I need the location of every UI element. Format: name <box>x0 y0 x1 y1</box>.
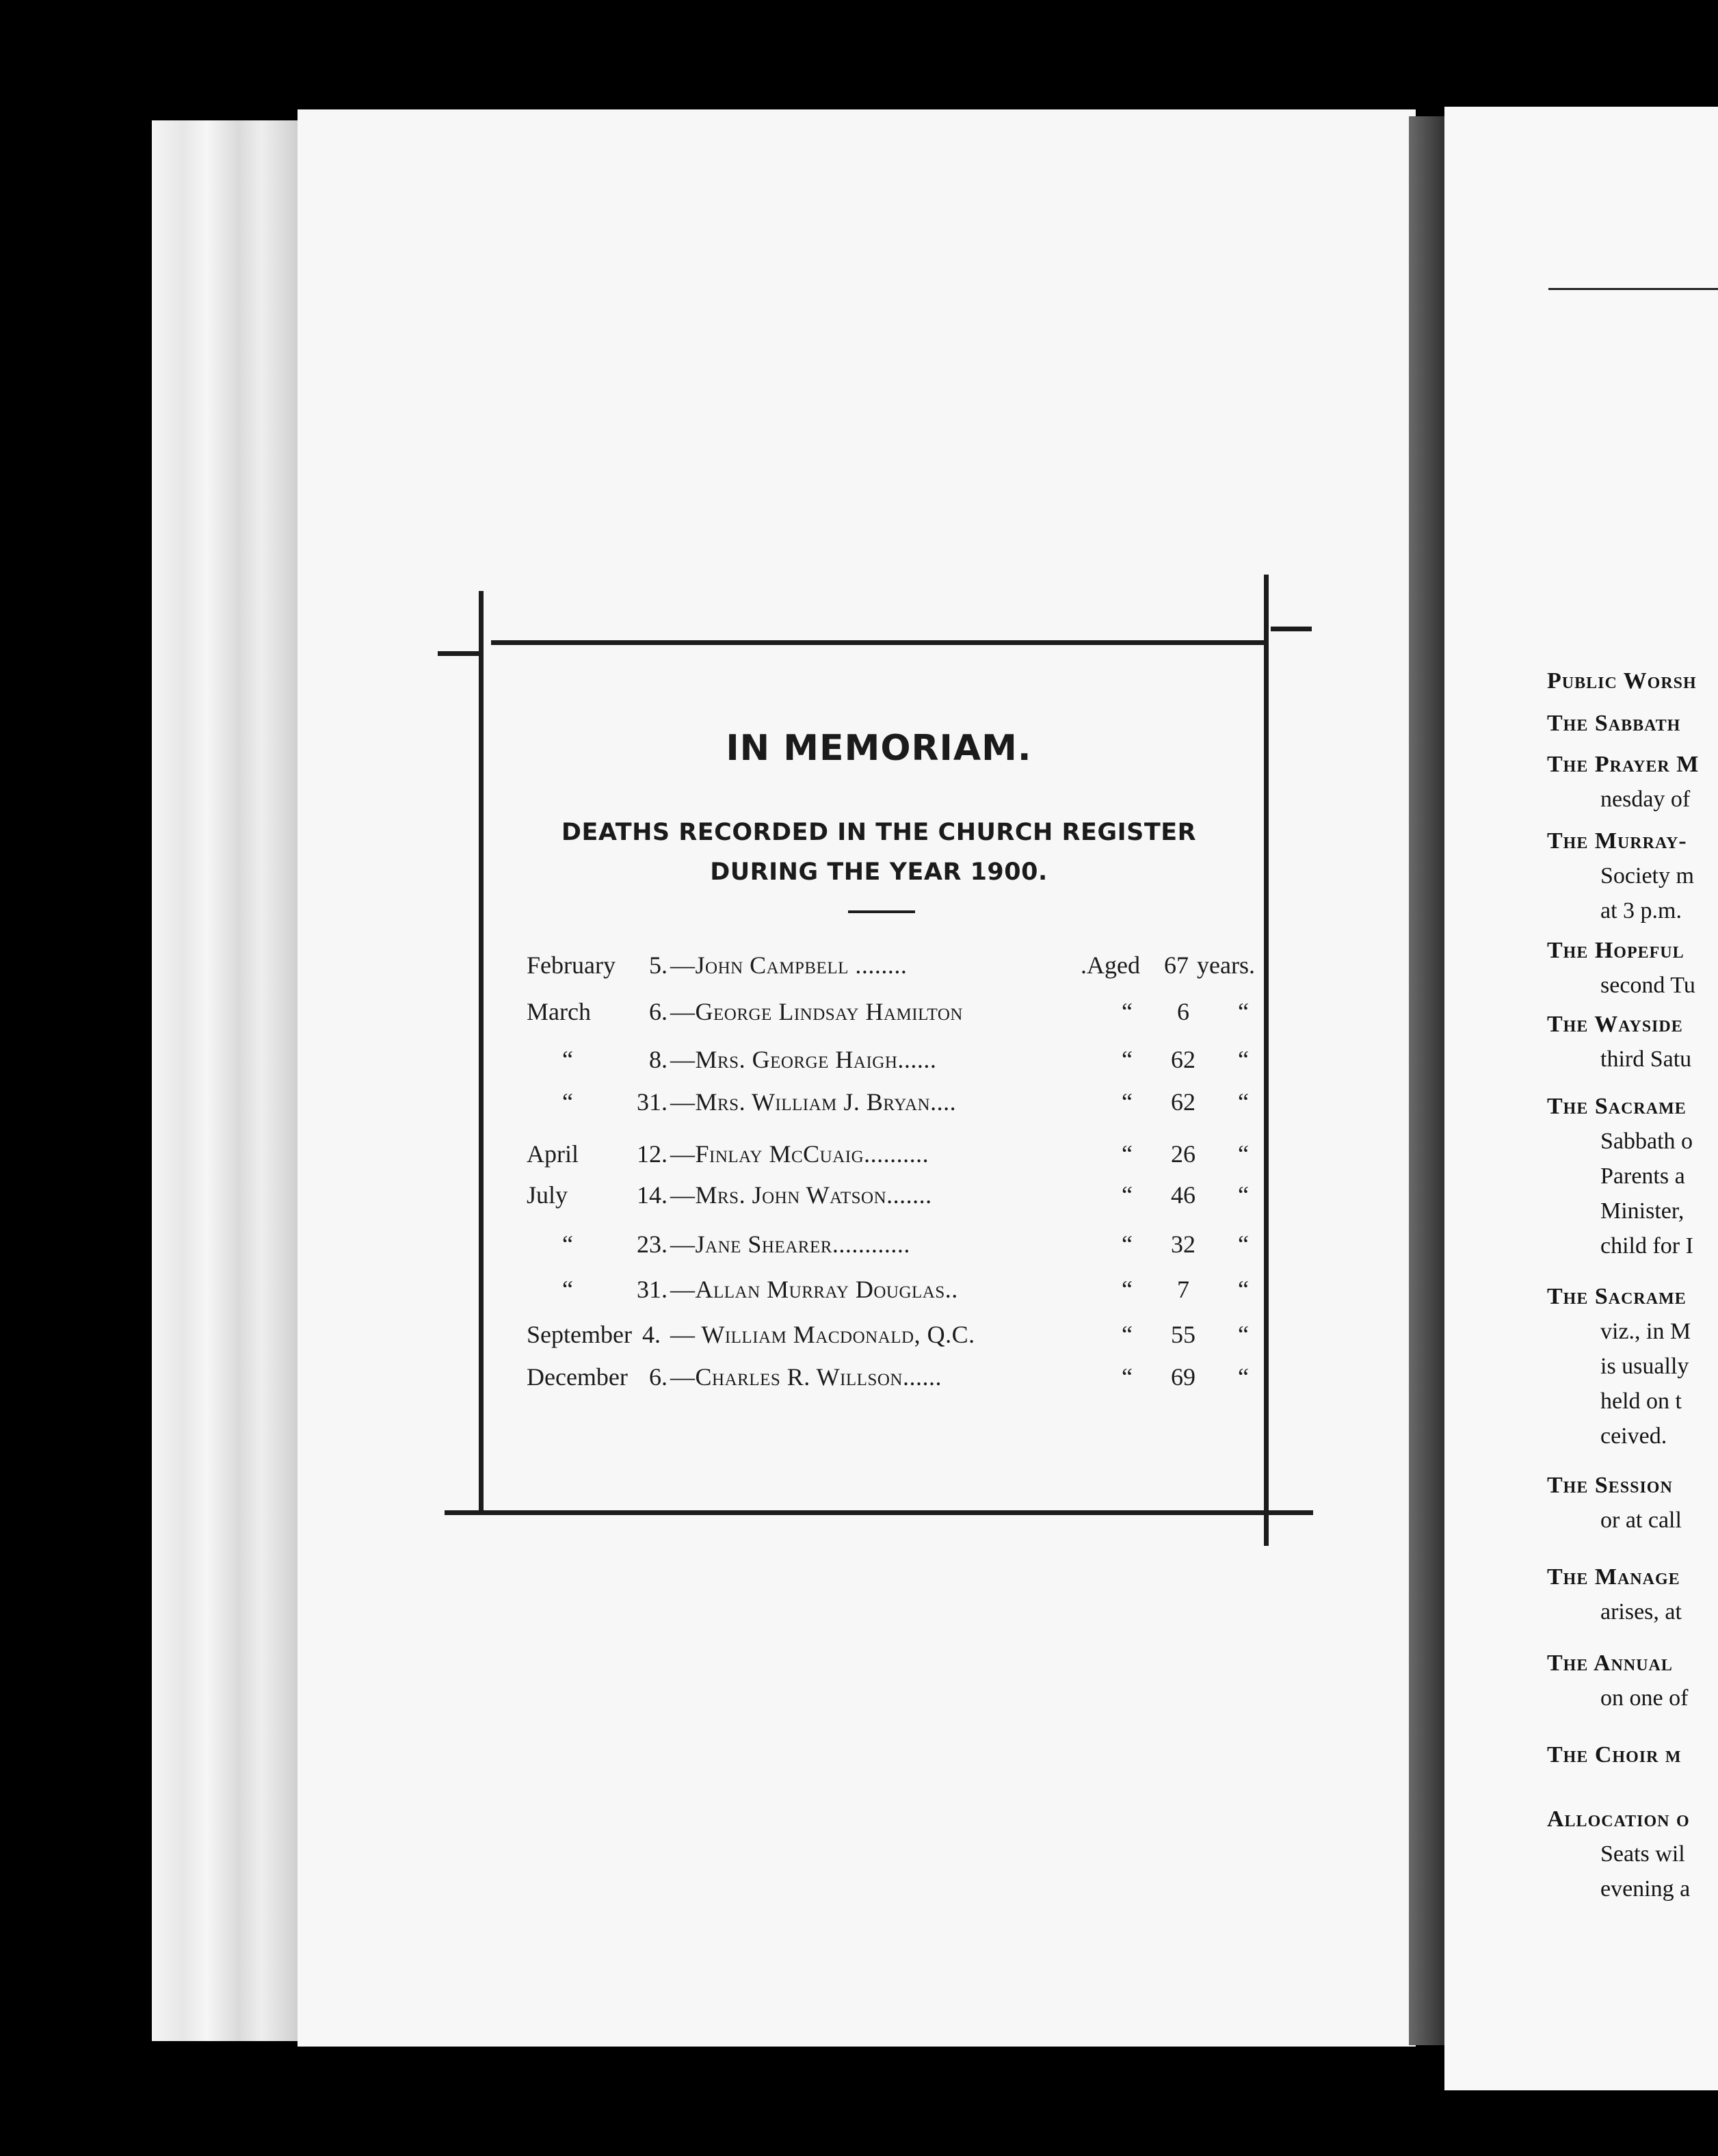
death-years-label: “ <box>1238 1276 1249 1303</box>
title-dash <box>848 910 915 913</box>
frame-right-rule <box>1264 575 1269 1546</box>
death-aged-label: .Aged <box>1081 951 1140 979</box>
death-entry <box>527 1230 1249 1271</box>
right-page-item <box>1547 706 1680 741</box>
death-years-label: “ <box>1238 1046 1249 1073</box>
item-heading: Allocation o <box>1547 1806 1690 1832</box>
death-name: —John Campbell ........ <box>670 951 908 979</box>
item-line: Sabbath o <box>1600 1129 1693 1154</box>
death-day: 31. <box>637 1276 668 1303</box>
death-day: 12. <box>637 1140 668 1168</box>
frame-top-right-stub <box>1271 627 1312 631</box>
death-age: 26 <box>1171 1140 1195 1168</box>
item-heading: The Prayer M <box>1547 752 1700 777</box>
death-name: —George Lindsay Hamilton <box>670 998 963 1025</box>
death-entry <box>527 1320 1249 1361</box>
item-line: ceived. <box>1600 1423 1667 1449</box>
death-month: March <box>527 998 591 1025</box>
death-age: 32 <box>1171 1231 1195 1258</box>
death-month: April <box>527 1140 579 1168</box>
death-entry <box>527 1181 1249 1222</box>
item-line: Seats wil <box>1600 1841 1685 1867</box>
right-page-item <box>1547 1646 1688 1715</box>
item-heading: The Murray- <box>1547 828 1687 854</box>
death-age: 55 <box>1171 1321 1195 1348</box>
item-heading: The Sacrame <box>1547 1284 1687 1309</box>
death-day: 31. <box>637 1088 668 1116</box>
item-line: held on t <box>1600 1389 1682 1414</box>
right-page-item <box>1547 1007 1691 1077</box>
right-page-text <box>1444 107 1718 2090</box>
item-line: at 3 p.m. <box>1600 898 1682 923</box>
death-aged-label: “ <box>1122 1088 1133 1116</box>
item-heading: The Hopeful <box>1547 938 1684 963</box>
death-age: 62 <box>1171 1046 1195 1073</box>
death-aged-label: “ <box>1122 1046 1133 1073</box>
death-years-label: “ <box>1238 1363 1249 1391</box>
death-age: 6 <box>1177 998 1189 1025</box>
death-aged-label: “ <box>1122 1321 1133 1348</box>
death-entry <box>527 1363 1249 1404</box>
death-day: 4. <box>642 1321 661 1348</box>
right-page-item <box>1547 824 1694 928</box>
memorial-title: IN MEMORIAM. <box>726 728 1032 769</box>
right-page-item <box>1547 1279 1691 1454</box>
death-age: 67 <box>1164 951 1189 979</box>
item-heading: Public Worsh <box>1547 668 1697 694</box>
death-aged-label: “ <box>1122 1231 1133 1258</box>
item-heading: The Manage <box>1547 1564 1680 1590</box>
item-heading: The Session <box>1547 1473 1673 1498</box>
death-aged-label: “ <box>1122 1276 1133 1303</box>
right-page-item <box>1547 933 1695 1003</box>
death-day: 8. <box>649 1046 668 1073</box>
memorial-subtitle <box>486 813 1272 892</box>
death-aged-label: “ <box>1122 998 1133 1025</box>
right-page-item <box>1547 1560 1682 1629</box>
frame-top-left-stub <box>438 651 479 656</box>
death-years-label: “ <box>1238 1140 1249 1168</box>
item-line: or at call <box>1600 1508 1682 1533</box>
death-entry <box>527 997 1249 1038</box>
death-name: —Mrs. George Haigh...... <box>670 1046 937 1073</box>
right-page-item <box>1547 1468 1682 1538</box>
item-line: Parents a <box>1600 1164 1685 1189</box>
subtitle-line-2: DURING THE YEAR 1900. <box>710 858 1048 886</box>
death-month: “ <box>562 1088 573 1116</box>
death-entry <box>527 951 1255 992</box>
item-line: evening a <box>1600 1876 1691 1902</box>
death-day: 14. <box>637 1181 668 1209</box>
death-age: 7 <box>1177 1276 1189 1303</box>
frame-bottom-rule <box>445 1510 1313 1515</box>
death-entry <box>527 1275 1249 1316</box>
item-line: viz., in M <box>1600 1319 1691 1344</box>
item-line: Society m <box>1600 863 1694 889</box>
death-name: —Allan Murray Douglas.. <box>670 1276 958 1303</box>
item-heading: The Wayside <box>1547 1012 1683 1037</box>
death-age: 62 <box>1171 1088 1195 1116</box>
death-day: 5. <box>649 951 668 979</box>
death-day: 6. <box>649 998 668 1025</box>
death-month: “ <box>562 1276 573 1303</box>
item-line: is usually <box>1600 1354 1689 1379</box>
death-month: December <box>527 1363 628 1391</box>
death-age: 46 <box>1171 1181 1195 1209</box>
death-name: —Charles R. Willson...... <box>670 1363 942 1391</box>
death-day: 23. <box>637 1231 668 1258</box>
death-years-label: years. <box>1197 951 1255 979</box>
death-entry <box>527 1140 1249 1181</box>
right-page-item <box>1547 663 1697 698</box>
death-years-label: “ <box>1238 1181 1249 1209</box>
item-line: child for I <box>1600 1233 1693 1259</box>
death-name: — William Macdonald, Q.C. <box>670 1321 975 1348</box>
death-name: —Finlay McCuaig.......... <box>670 1140 929 1168</box>
death-years-label: “ <box>1238 998 1249 1025</box>
book-gutter <box>1409 116 1449 2045</box>
death-month: September <box>527 1321 632 1348</box>
death-entry <box>527 1088 1249 1129</box>
frame-left-rule <box>479 591 484 1514</box>
right-page-item <box>1547 747 1699 817</box>
item-heading: The Sabbath <box>1547 711 1681 736</box>
death-month: “ <box>562 1231 573 1258</box>
death-month: July <box>527 1181 568 1209</box>
right-page-item <box>1547 1802 1690 1906</box>
item-heading: The Sacrame <box>1547 1094 1687 1119</box>
death-name: —Mrs. William J. Bryan.... <box>670 1088 957 1116</box>
subtitle-line-1: DEATHS RECORDED IN THE CHURCH REGISTER <box>561 819 1197 846</box>
death-month: “ <box>562 1046 573 1073</box>
item-line: arises, at <box>1600 1599 1682 1625</box>
death-years-label: “ <box>1238 1321 1249 1348</box>
death-years-label: “ <box>1238 1231 1249 1258</box>
item-line: Minister, <box>1600 1198 1684 1224</box>
item-line: third Satu <box>1600 1047 1692 1072</box>
death-aged-label: “ <box>1122 1140 1133 1168</box>
item-heading: The Annual <box>1547 1651 1673 1676</box>
item-line: on one of <box>1600 1685 1689 1711</box>
death-age: 69 <box>1171 1363 1195 1391</box>
item-line: second Tu <box>1600 973 1695 998</box>
death-name: —Mrs. John Watson....... <box>670 1181 932 1209</box>
death-day: 6. <box>649 1363 668 1391</box>
death-entry <box>527 1045 1249 1086</box>
right-page-item <box>1547 1737 1682 1772</box>
death-aged-label: “ <box>1122 1181 1133 1209</box>
frame-top-rule <box>491 640 1264 645</box>
book-page-edges <box>152 120 309 2041</box>
item-heading: The Choir m <box>1547 1742 1682 1767</box>
right-page-item <box>1547 1089 1693 1263</box>
death-aged-label: “ <box>1122 1363 1133 1391</box>
death-years-label: “ <box>1238 1088 1249 1116</box>
item-line: nesday of <box>1600 787 1691 812</box>
death-name: —Jane Shearer............ <box>670 1231 910 1258</box>
death-month: February <box>527 951 616 979</box>
